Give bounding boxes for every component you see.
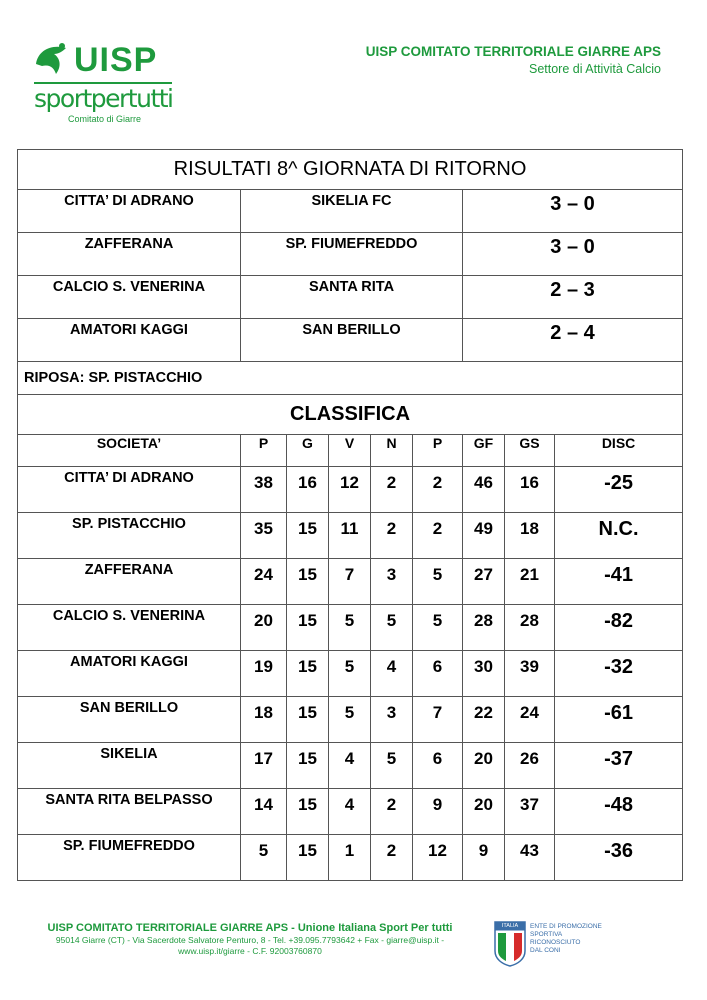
standing-lost: 7 xyxy=(413,697,463,743)
match-score: 2 – 3 xyxy=(463,276,683,319)
standings-title: CLASSIFICA xyxy=(18,395,683,435)
standing-lost: 2 xyxy=(413,467,463,513)
col-gf: GF xyxy=(463,435,505,467)
match-away: SAN BERILLO xyxy=(241,319,463,362)
coni-line: ENTE DI PROMOZIONE xyxy=(530,923,602,930)
standing-points: 38 xyxy=(241,467,287,513)
match-away: SP. FIUMEFREDDO xyxy=(241,233,463,276)
standing-disc: -41 xyxy=(555,559,683,605)
standings-body xyxy=(18,467,683,881)
standing-won: 5 xyxy=(329,697,371,743)
standings-row xyxy=(18,467,683,513)
results-title: RISULTATI 8^ GIORNATA DI RITORNO xyxy=(18,150,683,190)
standing-played: 15 xyxy=(287,513,329,559)
footer-address: 95014 Giarre (CT) - Via Sacerdote Salvatore Penturo, 8 - Tel. +39.095.7793642 + Fax - giarre@uisp.it - www.uisp.it/giarre - C.F. 92003760870 xyxy=(55,935,445,956)
col-nulle: N xyxy=(371,435,413,467)
standing-lost: 9 xyxy=(413,789,463,835)
standing-goals-for: 22 xyxy=(463,697,505,743)
org-title: UISP COMITATO TERRITORIALE GIARRE APS xyxy=(365,44,661,59)
standing-points: 19 xyxy=(241,651,287,697)
match-row xyxy=(18,319,683,362)
standing-goals-against: 43 xyxy=(505,835,555,881)
standing-goals-against: 18 xyxy=(505,513,555,559)
match-home: ZAFFERANA xyxy=(18,233,241,276)
standing-team: SIKELIA xyxy=(18,743,241,789)
standing-points: 5 xyxy=(241,835,287,881)
coni-line: DAL CONI xyxy=(530,947,561,954)
coni-line: SPORTIVA xyxy=(530,931,563,938)
coni-text xyxy=(530,923,602,955)
standing-points: 24 xyxy=(241,559,287,605)
standing-played: 15 xyxy=(287,789,329,835)
standing-won: 1 xyxy=(329,835,371,881)
riposa-note: RIPOSA: SP. PISTACCHIO xyxy=(18,362,683,395)
standing-points: 14 xyxy=(241,789,287,835)
standing-disc: -36 xyxy=(555,835,683,881)
standing-drawn: 3 xyxy=(371,697,413,743)
standing-goals-for: 30 xyxy=(463,651,505,697)
org-subtitle: Settore di Attività Calcio xyxy=(528,62,661,76)
standing-disc: N.C. xyxy=(555,513,683,559)
standing-disc: -48 xyxy=(555,789,683,835)
match-row xyxy=(18,190,683,233)
uisp-logo xyxy=(28,38,188,128)
logo-sportpertutti: sportpertutti xyxy=(34,84,173,113)
standing-drawn: 4 xyxy=(371,651,413,697)
col-disc: DISC xyxy=(555,435,683,467)
standing-played: 15 xyxy=(287,605,329,651)
standing-goals-against: 26 xyxy=(505,743,555,789)
standing-played: 15 xyxy=(287,559,329,605)
standing-points: 18 xyxy=(241,697,287,743)
standing-disc: -37 xyxy=(555,743,683,789)
footer xyxy=(30,921,470,957)
standing-won: 5 xyxy=(329,605,371,651)
coni-line: RICONOSCIUTO xyxy=(530,939,581,946)
standing-lost: 6 xyxy=(413,743,463,789)
standing-goals-for: 9 xyxy=(463,835,505,881)
standing-drawn: 2 xyxy=(371,789,413,835)
standing-team: CITTA’ DI ADRANO xyxy=(18,467,241,513)
standing-played: 15 xyxy=(287,835,329,881)
standing-goals-for: 20 xyxy=(463,743,505,789)
standing-won: 11 xyxy=(329,513,371,559)
standings-row xyxy=(18,559,683,605)
match-away: SIKELIA FC xyxy=(241,190,463,233)
standing-lost: 6 xyxy=(413,651,463,697)
standing-team: SAN BERILLO xyxy=(18,697,241,743)
match-score: 3 – 0 xyxy=(463,233,683,276)
coni-italia: ITALIA xyxy=(501,923,519,929)
col-giocate: G xyxy=(287,435,329,467)
uisp-logo-icon xyxy=(32,40,72,80)
standing-team: ZAFFERANA xyxy=(18,559,241,605)
standing-played: 15 xyxy=(287,743,329,789)
col-punti: P xyxy=(241,435,287,467)
standing-points: 35 xyxy=(241,513,287,559)
col-vinte: V xyxy=(329,435,371,467)
header-org xyxy=(366,43,661,78)
standing-team: AMATORI KAGGI xyxy=(18,651,241,697)
logo-comitato: Comitato di Giarre xyxy=(68,114,142,124)
standing-goals-for: 46 xyxy=(463,467,505,513)
standing-played: 16 xyxy=(287,467,329,513)
match-score: 3 – 0 xyxy=(463,190,683,233)
logo-uisp-text: UISP xyxy=(74,41,158,79)
standing-team: SP. FIUMEFREDDO xyxy=(18,835,241,881)
footer-title: UISP COMITATO TERRITORIALE GIARRE APS - Unione Italiana Sport Per tutti xyxy=(47,922,453,934)
standing-won: 4 xyxy=(329,789,371,835)
standing-goals-against: 39 xyxy=(505,651,555,697)
standing-lost: 5 xyxy=(413,559,463,605)
standing-disc: -82 xyxy=(555,605,683,651)
standing-goals-against: 24 xyxy=(505,697,555,743)
standings-row xyxy=(18,513,683,559)
standings-row xyxy=(18,697,683,743)
standing-goals-against: 16 xyxy=(505,467,555,513)
standing-drawn: 2 xyxy=(371,835,413,881)
col-societa: SOCIETA’ xyxy=(18,435,241,467)
standing-goals-for: 28 xyxy=(463,605,505,651)
standings-row xyxy=(18,743,683,789)
match-score: 2 – 4 xyxy=(463,319,683,362)
standing-team: CALCIO S. VENERINA xyxy=(18,605,241,651)
standing-disc: -25 xyxy=(555,467,683,513)
standing-disc: -61 xyxy=(555,697,683,743)
results-standings-table xyxy=(17,149,683,881)
match-home: AMATORI KAGGI xyxy=(18,319,241,362)
standing-won: 7 xyxy=(329,559,371,605)
standing-team: SP. PISTACCHIO xyxy=(18,513,241,559)
standings-row xyxy=(18,605,683,651)
col-gs: GS xyxy=(505,435,555,467)
standing-points: 17 xyxy=(241,743,287,789)
standing-drawn: 2 xyxy=(371,467,413,513)
standings-row xyxy=(18,835,683,881)
standing-goals-for: 49 xyxy=(463,513,505,559)
standing-drawn: 5 xyxy=(371,743,413,789)
standing-won: 12 xyxy=(329,467,371,513)
standing-points: 20 xyxy=(241,605,287,651)
standing-goals-against: 28 xyxy=(505,605,555,651)
standing-drawn: 5 xyxy=(371,605,413,651)
standing-goals-against: 37 xyxy=(505,789,555,835)
standing-goals-for: 27 xyxy=(463,559,505,605)
match-home: CITTA’ DI ADRANO xyxy=(18,190,241,233)
match-home: CALCIO S. VENERINA xyxy=(18,276,241,319)
match-row xyxy=(18,276,683,319)
standings-row xyxy=(18,651,683,697)
standing-played: 15 xyxy=(287,697,329,743)
standing-drawn: 3 xyxy=(371,559,413,605)
standing-lost: 2 xyxy=(413,513,463,559)
coni-badge xyxy=(494,921,624,971)
standing-team: SANTA RITA BELPASSO xyxy=(18,789,241,835)
standing-drawn: 2 xyxy=(371,513,413,559)
standings-header-row xyxy=(18,435,683,467)
standings-row xyxy=(18,789,683,835)
col-perse: P xyxy=(413,435,463,467)
standing-disc: -32 xyxy=(555,651,683,697)
match-row xyxy=(18,233,683,276)
standing-lost: 12 xyxy=(413,835,463,881)
standing-played: 15 xyxy=(287,651,329,697)
standing-lost: 5 xyxy=(413,605,463,651)
standing-goals-against: 21 xyxy=(505,559,555,605)
standing-won: 5 xyxy=(329,651,371,697)
match-away: SANTA RITA xyxy=(241,276,463,319)
standing-goals-for: 20 xyxy=(463,789,505,835)
standing-won: 4 xyxy=(329,743,371,789)
